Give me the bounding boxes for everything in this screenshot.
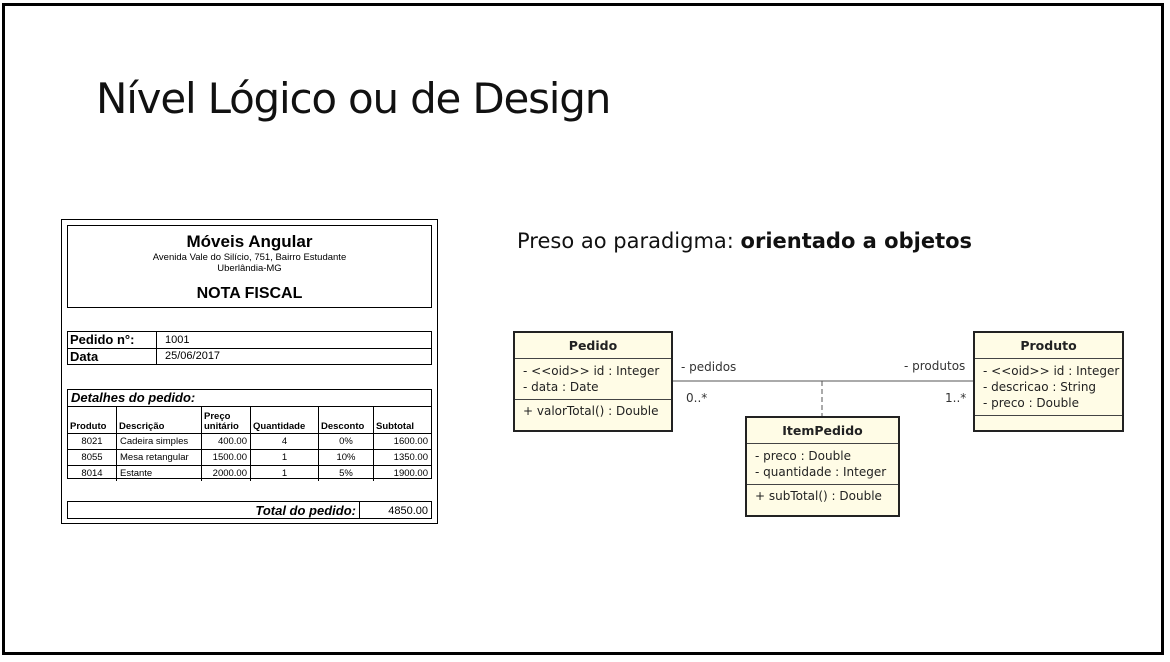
class-operations [515, 400, 671, 422]
cell: 1500.00 [202, 450, 251, 466]
col-header: Produto [70, 421, 107, 432]
multiplicity-left: 0..* [686, 391, 708, 405]
cell: 8014 [68, 466, 117, 482]
order-number-label: Pedido n°: [70, 332, 135, 347]
class-attribute: - descricao : String [983, 380, 1097, 394]
total-label: Total do pedido: [255, 503, 356, 518]
class-attribute: - <<oid>> id : Integer [983, 364, 1120, 378]
total-value: 4850.00 [388, 505, 428, 517]
cell: Cadeira simples [117, 434, 202, 450]
uml-class-produto [973, 331, 1124, 432]
cell: 400.00 [202, 434, 251, 450]
col-header: Descrição [117, 407, 202, 434]
cell: Mesa retangular [117, 450, 202, 466]
cell: 1350.00 [374, 450, 432, 466]
class-attribute: - quantidade : Integer [755, 465, 887, 479]
class-attribute: - <<oid>> id : Integer [523, 364, 660, 378]
class-operation: + valorTotal() : Double [523, 404, 659, 418]
class-operation: + subTotal() : Double [755, 489, 882, 503]
slide-title: Nível Lógico ou de Design [96, 74, 611, 123]
cell: 8021 [68, 434, 117, 450]
class-attributes [975, 359, 1122, 416]
col-header: Desconto [319, 407, 374, 434]
company-city: Uberlândia-MG [217, 263, 282, 274]
order-date-value: 25/06/2017 [165, 350, 221, 362]
order-number-value: 1001 [165, 334, 190, 346]
subtitle-emphasis: orientado a objetos [740, 229, 973, 253]
col-header: Preço unitário [202, 407, 251, 434]
col-header: Quantidade [251, 407, 319, 434]
company-address: Avenida Vale do Silício, 751, Bairro Estudante [152, 252, 347, 263]
class-operations [747, 485, 898, 507]
cell: 1900.00 [374, 466, 432, 482]
class-name: Produto [975, 333, 1122, 359]
uml-class-itempedido [745, 416, 900, 517]
company-name: Móveis Angular [186, 232, 313, 251]
cell: 4 [251, 434, 319, 450]
details-title: Detalhes do pedido: [68, 390, 431, 407]
class-name: Pedido [515, 333, 671, 359]
order-date-label: Data [70, 349, 99, 364]
uml-class-pedido [513, 331, 673, 432]
cell: 1 [251, 466, 319, 482]
class-attribute: - data : Date [523, 380, 599, 394]
col-header: Subtotal [374, 407, 432, 434]
class-attributes [515, 359, 671, 400]
cell: 5% [319, 466, 374, 482]
class-attributes [747, 444, 898, 485]
cell: 8055 [68, 450, 117, 466]
subtitle-prefix: Preso ao paradigma: [517, 229, 734, 253]
class-attribute: - preco : Double [983, 396, 1079, 410]
role-produtos: - produtos [904, 359, 966, 373]
cell: 2000.00 [202, 466, 251, 482]
class-name: ItemPedido [747, 418, 898, 444]
cell: 1 [251, 450, 319, 466]
class-attribute: - preco : Double [755, 449, 851, 463]
cell: 10% [319, 450, 374, 466]
cell: Estante [117, 466, 202, 482]
cell: 0% [319, 434, 374, 450]
document-type: NOTA FISCAL [196, 285, 303, 302]
cell: 1600.00 [374, 434, 432, 450]
multiplicity-right: 1..* [945, 391, 967, 405]
role-pedidos: - pedidos [681, 360, 737, 374]
